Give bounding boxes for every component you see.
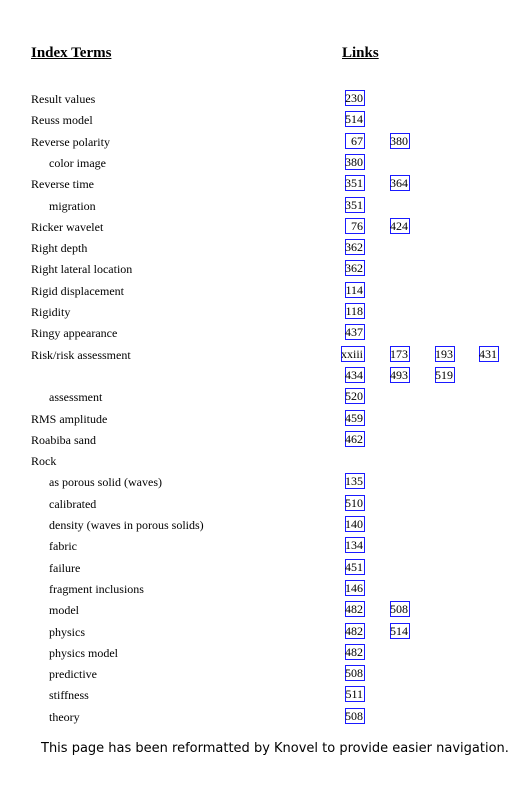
index-entry <box>0 537 531 555</box>
index-entry <box>0 708 531 726</box>
index-term: Reverse time <box>31 177 94 191</box>
page-link[interactable]: 140 <box>345 516 363 531</box>
index-entry <box>0 665 531 683</box>
page-link[interactable]: 76 <box>345 218 365 234</box>
page-link[interactable]: 362 <box>345 239 363 254</box>
index-entry <box>0 495 531 513</box>
index-entry <box>0 452 531 470</box>
index-term: color image <box>49 156 106 170</box>
index-terms-heading: Index Terms <box>31 45 112 61</box>
index-entry <box>0 154 531 172</box>
page-link[interactable]: 424 <box>390 218 408 233</box>
index-entry <box>0 623 531 641</box>
page-link[interactable]: 482 <box>345 601 363 616</box>
page-link[interactable]: 67 <box>345 133 365 149</box>
index-entry <box>0 644 531 662</box>
index-entry <box>0 111 531 129</box>
page-link[interactable]: 510 <box>345 495 363 510</box>
index-entry <box>0 282 531 300</box>
index-entry <box>0 197 531 215</box>
index-entry <box>0 303 531 321</box>
page-link[interactable]: 511 <box>345 686 363 701</box>
page-link[interactable]: 434 <box>345 367 363 382</box>
page-link[interactable]: 173 <box>390 346 408 361</box>
page-link[interactable]: 380 <box>390 133 408 148</box>
page-link[interactable]: 380 <box>345 154 363 169</box>
index-entry <box>0 324 531 342</box>
index-entry <box>0 260 531 278</box>
page-link[interactable]: 520 <box>345 388 363 403</box>
page-link[interactable]: 508 <box>345 665 363 680</box>
page-link[interactable]: 134 <box>345 537 363 552</box>
index-term: Right depth <box>31 241 88 255</box>
index-term: Roabiba sand <box>31 433 96 447</box>
links-heading: Links <box>342 45 379 61</box>
index-term: Ricker wavelet <box>31 220 104 234</box>
index-term: Risk/risk assessment <box>31 348 131 362</box>
index-term: Reverse polarity <box>31 135 110 149</box>
page-link[interactable]: 431 <box>479 346 497 361</box>
page-link[interactable]: 362 <box>345 260 363 275</box>
index-term: failure <box>49 561 81 575</box>
index-entry <box>0 239 531 257</box>
page-link[interactable]: 114 <box>345 282 363 297</box>
page-link[interactable]: 118 <box>345 303 363 318</box>
page-link[interactable]: 493 <box>390 367 408 382</box>
index-term: Ringy appearance <box>31 326 118 340</box>
page-link[interactable]: 437 <box>345 324 363 339</box>
index-term: migration <box>49 199 96 213</box>
page-link[interactable]: 146 <box>345 580 363 595</box>
index-entry <box>0 601 531 619</box>
page-link[interactable]: 462 <box>345 431 363 446</box>
index-term: as porous solid (waves) <box>49 475 162 489</box>
index-entry <box>0 410 531 428</box>
index-term: physics <box>49 625 85 639</box>
index-entry <box>0 346 531 364</box>
index-term: physics model <box>49 646 118 660</box>
index-entry <box>0 516 531 534</box>
index-term: fragment inclusions <box>49 582 144 596</box>
index-term: model <box>49 603 79 617</box>
index-term: calibrated <box>49 497 97 511</box>
index-term: stiffness <box>49 688 89 702</box>
index-term: Right lateral location <box>31 262 133 276</box>
index-entry <box>0 686 531 704</box>
index-term: predictive <box>49 667 97 681</box>
page-link[interactable]: 514 <box>390 623 408 638</box>
page-link[interactable]: 459 <box>345 410 363 425</box>
index-term: RMS amplitude <box>31 412 108 426</box>
page-link[interactable]: 135 <box>345 473 363 488</box>
page-link[interactable]: 482 <box>345 623 363 638</box>
page-link[interactable]: 230 <box>345 90 363 105</box>
page-link[interactable]: 451 <box>345 559 363 574</box>
page-link[interactable]: 193 <box>435 346 453 361</box>
index-entry <box>0 431 531 449</box>
page-link[interactable]: 519 <box>435 367 453 382</box>
footer-note: This page has been reformatted by Knovel to provide easier navigation. <box>41 741 509 756</box>
index-entry <box>0 473 531 491</box>
index-term: Reuss model <box>31 113 93 127</box>
index-term: Result values <box>31 92 96 106</box>
index-entry <box>0 218 531 236</box>
page-link[interactable]: 351 <box>345 197 363 212</box>
index-term: Rigid displacement <box>31 284 124 298</box>
index-entry <box>0 367 531 385</box>
index-entry <box>0 90 531 108</box>
page-link[interactable]: 364 <box>390 175 408 190</box>
index-term: Rock <box>31 454 57 468</box>
page-link[interactable]: 508 <box>345 708 363 723</box>
index-term: theory <box>49 710 80 724</box>
index-term: assessment <box>49 390 103 404</box>
index-term: fabric <box>49 539 77 553</box>
index-term: density (waves in porous solids) <box>49 518 204 532</box>
index-entry <box>0 580 531 598</box>
index-entry <box>0 559 531 577</box>
index-term: Rigidity <box>31 305 71 319</box>
page-link[interactable]: 482 <box>345 644 363 659</box>
index-entry <box>0 388 531 406</box>
page-link[interactable]: 508 <box>390 601 408 616</box>
index-entry <box>0 175 531 193</box>
index-entry <box>0 133 531 151</box>
page-link[interactable]: xxiii <box>340 346 363 361</box>
page-link[interactable]: 514 <box>345 111 363 126</box>
page-link[interactable]: 351 <box>345 175 363 190</box>
